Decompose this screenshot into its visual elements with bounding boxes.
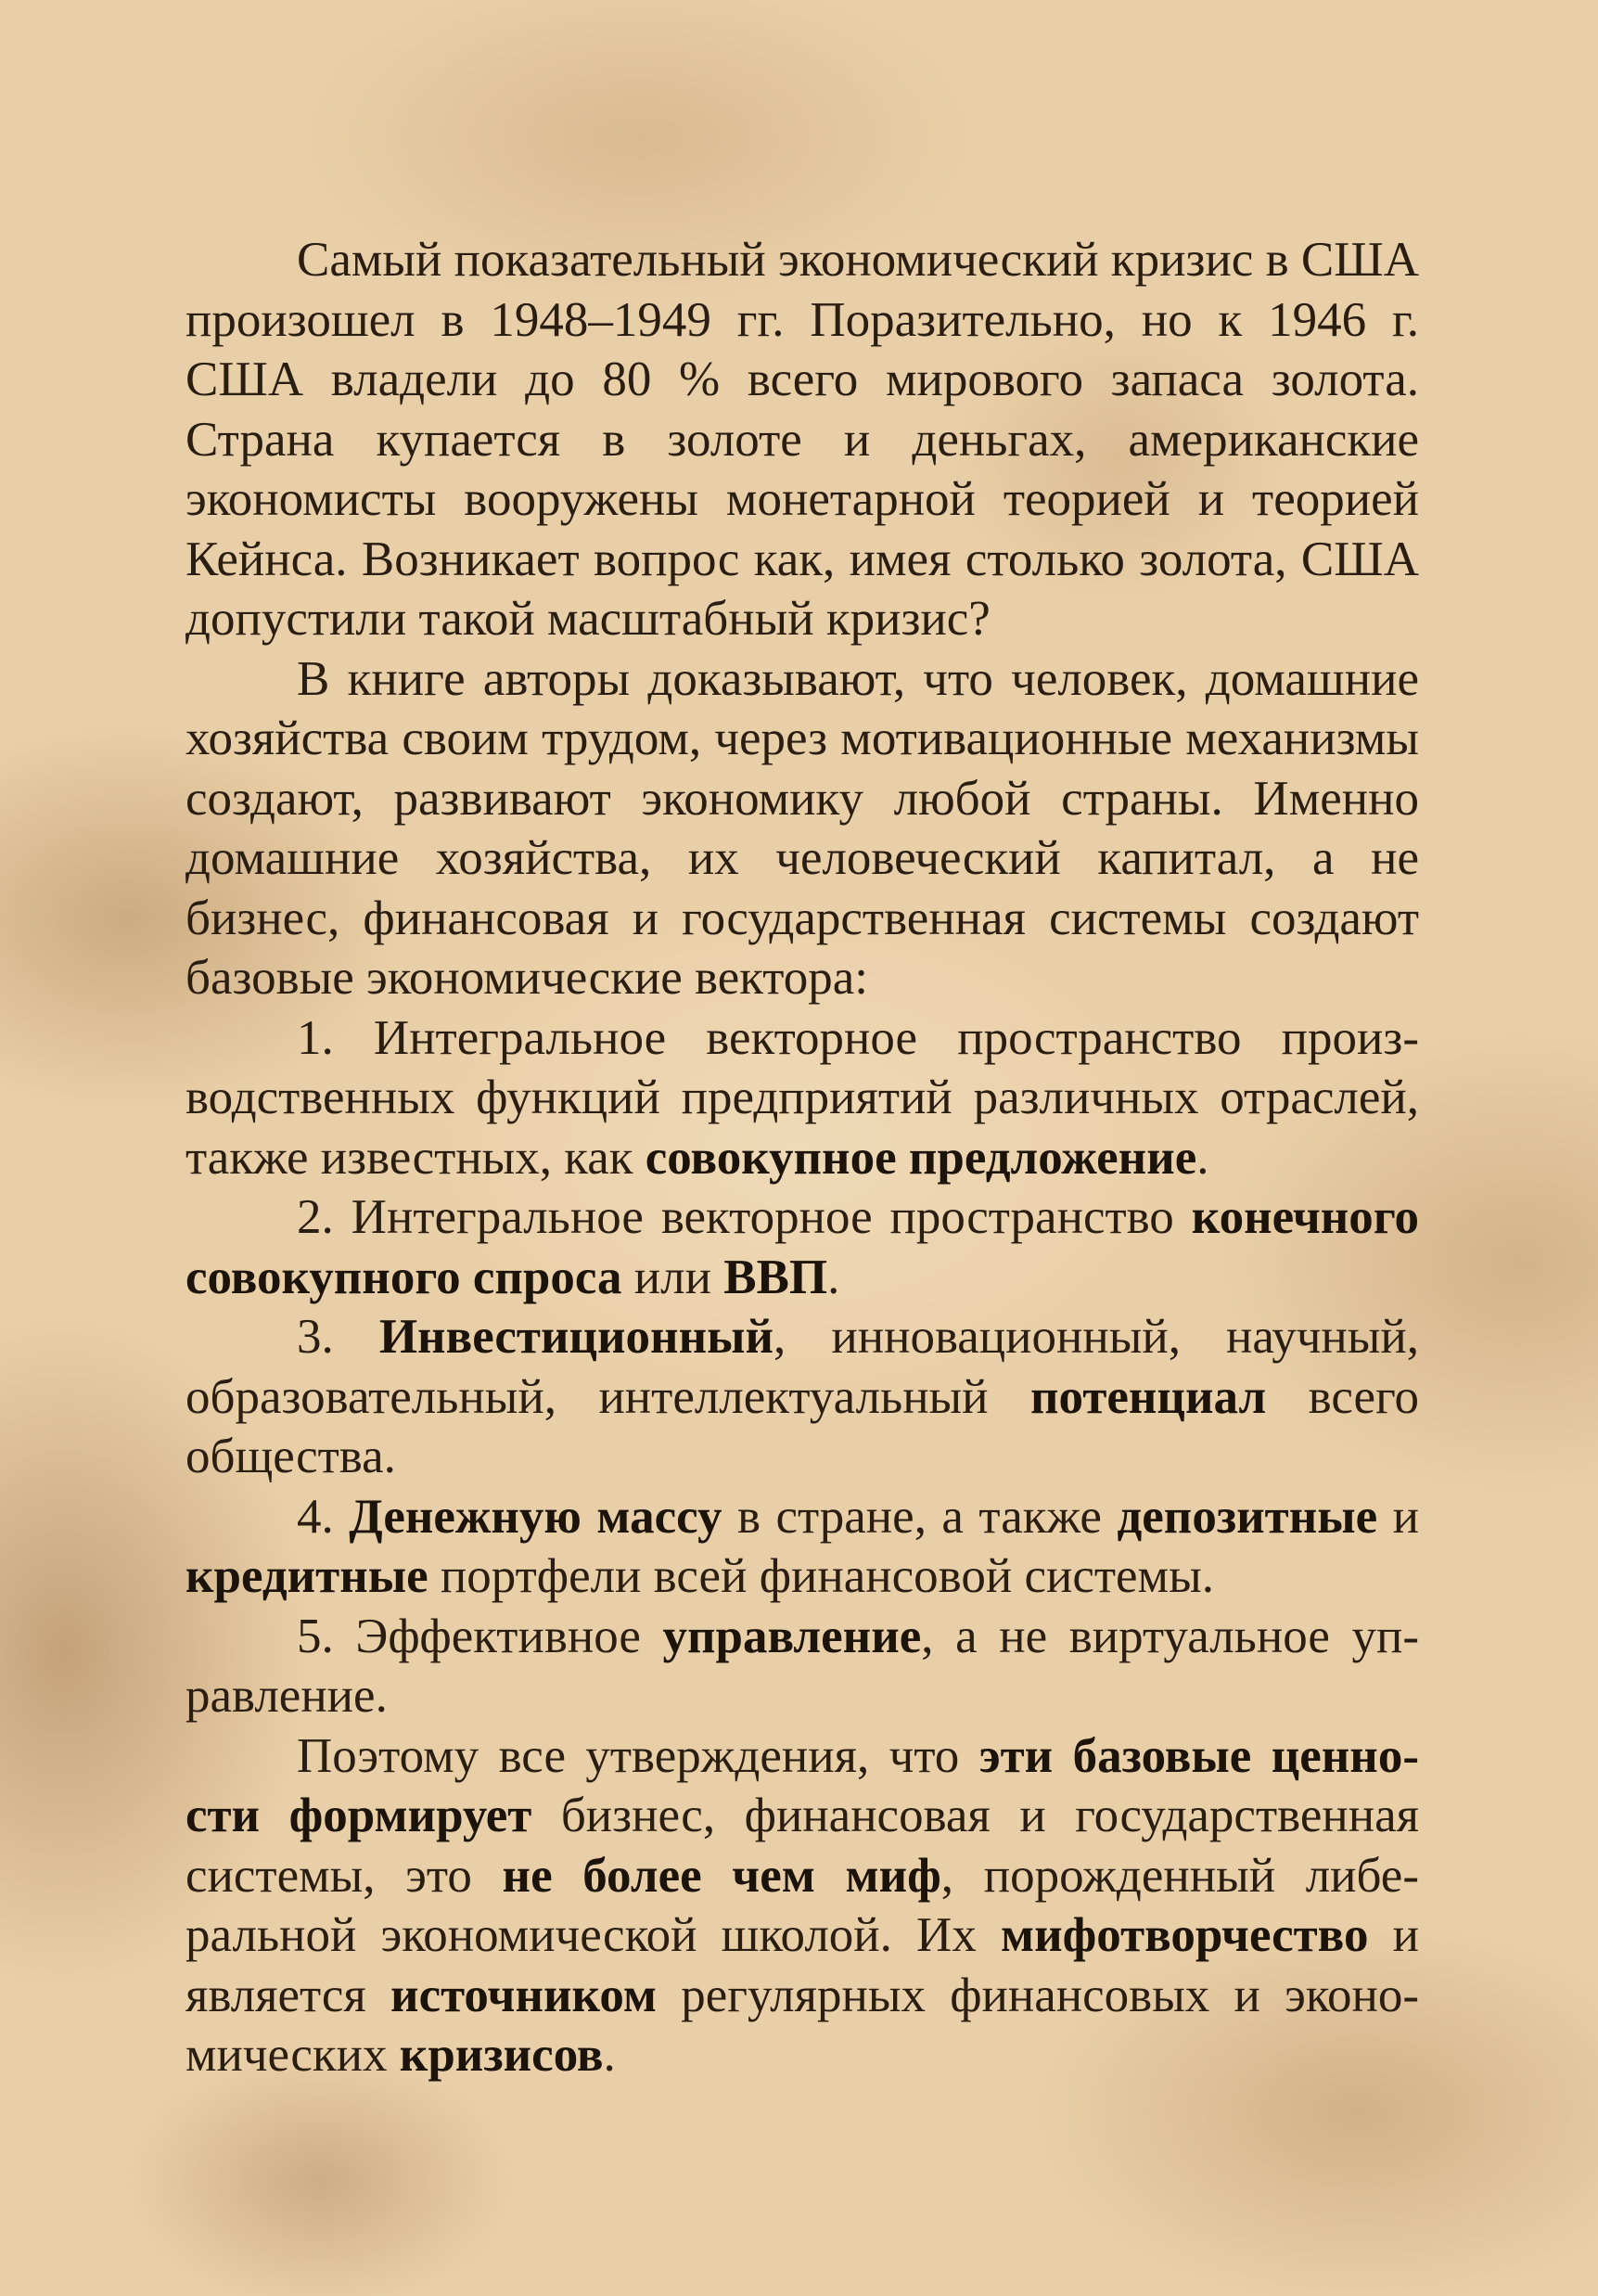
text-segment: бизнес, финансовая и государственная системы, это (185, 1789, 1419, 1903)
bold-term: эти базовые ценности формирует (185, 1728, 1419, 1842)
text-segment: , инновационный, научный, образовательный, интеллектуальный (185, 1310, 1419, 1424)
text-segment: или (621, 1250, 724, 1304)
book-page-text (185, 230, 1419, 2085)
paragraph-households (185, 649, 1419, 1008)
text-segment: 3. (297, 1310, 379, 1364)
text-segment: и является (185, 1908, 1419, 2022)
text-segment: регулярных финансовых и экономических (185, 1968, 1419, 2082)
text-segment: в стране, а также (722, 1489, 1118, 1544)
text-segment: Поэтому все утверждения, что (297, 1728, 979, 1783)
text-segment: . (603, 2028, 616, 2082)
bold-term: Инвестиционный (378, 1310, 774, 1364)
bold-term: не более чем миф (502, 1848, 941, 1903)
text-segment: всего общества. (185, 1369, 1420, 1483)
text-segment: В книге авторы доказывают, что человек, домашние хозяйства своим трудом, через мотивационные механизмы создают, развивают экономику любой страны. Именно домашние хозяйства, их человеческий капитал, а не бизнес, финансовая и государственная системы создают базовые экономические вектора: (185, 651, 1419, 1005)
text-segment: и (1377, 1489, 1419, 1544)
bold-term: кредитные (185, 1549, 428, 1603)
bold-term: совокупное предложение (645, 1130, 1197, 1185)
bold-term: кризисов (399, 2028, 604, 2082)
text-segment: , порожденный либеральной экономической школой. Их (185, 1848, 1419, 1962)
list-item-2 (185, 1187, 1419, 1307)
text-segment: 4. (297, 1489, 350, 1544)
text-segment: Самый показательный экономический кризис в США произошел в 1948–1949 гг. Поразительно, но к 1946 г. США владели до 80 % всего мирового запаса золота. Страна купается в золоте и деньгах, американские экономисты вооружены монетарной теорией и теорией Кейнса. Возникает вопрос как, имея столько золота, США допустили такой масштабный кризис? (185, 233, 1419, 646)
list-item-5 (185, 1607, 1419, 1726)
text-segment: . (827, 1250, 840, 1304)
text-segment: 1. Интегральное векторное пространство производственных функций предприятий различных отраслей, также известных, как (185, 1010, 1419, 1185)
paragraph-us-crisis (185, 230, 1419, 649)
bold-term: потенциал (1030, 1369, 1267, 1424)
text-segment: портфели всей финансовой системы. (428, 1549, 1214, 1603)
bold-term: источником (390, 1968, 657, 2022)
bold-term: конечного совокупного спроса (185, 1190, 1419, 1304)
text-segment: 5. Эффективное (297, 1609, 663, 1663)
text-segment: . (1196, 1130, 1209, 1185)
text-segment: , а не виртуальное управление. (185, 1609, 1419, 1723)
bold-term: управление (662, 1609, 922, 1663)
bold-term: мифотворчество (1001, 1908, 1369, 1962)
bold-term: ВВП (723, 1250, 828, 1304)
text-segment: 2. Интегральное векторное пространство (297, 1190, 1192, 1244)
list-item-3 (185, 1307, 1419, 1487)
bold-term: Денежную массу (349, 1489, 722, 1544)
list-item-1 (185, 1008, 1419, 1188)
list-item-4 (185, 1487, 1419, 1607)
paragraph-conclusion (185, 1726, 1419, 2085)
bold-term: депозитные (1117, 1489, 1378, 1544)
